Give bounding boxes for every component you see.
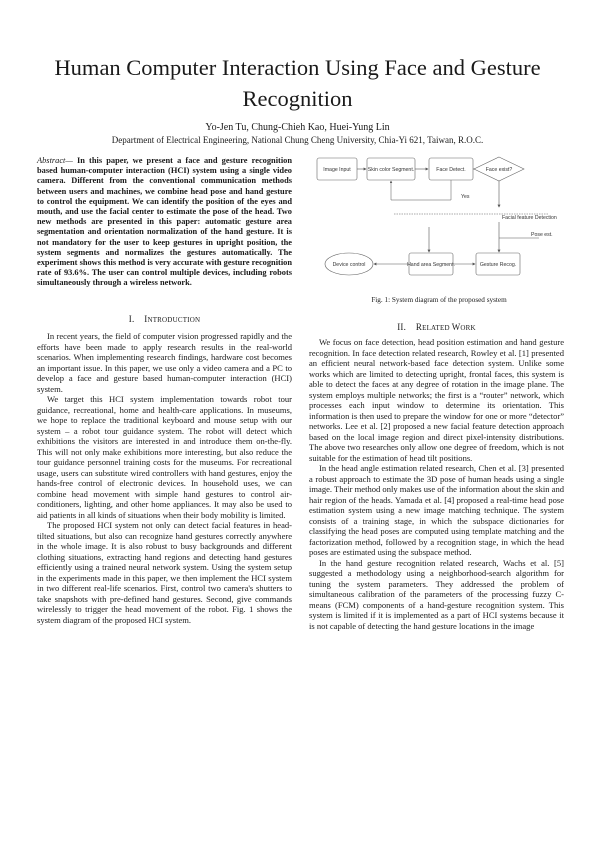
section-2-number: II.: [397, 322, 407, 332]
section-2-paragraph: We focus on face detection, head position estimation and hand gesture recognition. In face detection related research, Rowley et al. [1] presented an efficient neural network-based face detection system. Unlike some works which are limited to detecting upright, frontal faces, this system is able to detect the faces at any degree of rotation in the image plane. The system employs multiple networks; the first is a “router” network, which processes each input window to determine its orientation. This information is then used to prepare the window for one or more “detector” networks. Lee et al. [2] proposed a new facial feature detection approach based on the local image region and direct pixel-intensity distributions. The above two researches only allow one degree of freedom, which is not suitable for the estimation of head tilt positions.: [309, 337, 564, 463]
section-1-paragraph: In recent years, the field of computer vision progressed rapidly and the efforts have been made to apply research results in the real-world scenarios. When implementing research findings, hardware cost becomes an important issue. In this paper, we use only a video camera and a PC to develop a face and gesture based human-computer interaction (HCI) system.: [37, 331, 292, 394]
abstract-lead: Abstract—: [37, 156, 73, 165]
diagram-hand-label: Hand area Segment.: [407, 262, 455, 268]
section-2-heading: [309, 322, 564, 332]
diagram-skin-label: Skin color Segment.: [367, 167, 415, 173]
system-diagram: [309, 152, 569, 292]
diagram-face-label: Face Detect.: [436, 167, 466, 173]
section-2-paragraph: In the head angle estimation related research, Chen et al. [3] presented a robust approach to estimate the 3D pose of human heads using a single image. Their method only makes use of the information about the skin and hair region of the heads. Yamada et al. [4] proposed a real-time head pose estimation system using a new image matching technique. The system consists of a training stage, in which the subspace dictionaries for classifying the head poses are computed using template matching and the factorization method, followed by a recognition stage, in which the head poses are estimated using the subspace method.: [309, 463, 565, 557]
diagram-gesture-label: Gesture Recog.: [479, 262, 517, 268]
diagram-facial-label: Facial feature Detection: [502, 215, 557, 221]
section-1-heading: [37, 314, 292, 324]
diagram-pose-label: Pose est.: [531, 232, 553, 238]
section-2-title-rest2: ORK: [460, 324, 476, 332]
section-1-paragraph: The proposed HCI system not only can detect facial features in head-tilted situations, but also can recognize hand gestures correctly anywhere in the whole image. It is also robust to busy backgrounds and different clothing situations, extracting hand regions and detecting hand gestures efficiently using a trained neural network system. Using the system setup in the experiments made in this paper, we then implement the HCI system in two different real-life scenarios. First, control two camera's shutters to take snapshots with pre-defined hand gestures. Second, give commands wirelessly to trigger the head movement of the robot. Fig. 1 shows the system diagram of the proposed HCI system.: [37, 520, 292, 625]
figure-1-caption: Fig. 1: System diagram of the proposed system: [371, 296, 507, 304]
section-1-number: I.: [128, 314, 135, 324]
diagram-decision-label: Face exist?: [485, 167, 513, 173]
diagram-yes-label: Yes: [461, 194, 470, 200]
diagram-input-label: Image Input: [323, 167, 351, 173]
section-2-body: [309, 337, 564, 631]
paper-title: Human Computer Interaction Using Face and Gesture Recognition: [54, 55, 541, 111]
section-1-paragraph: We target this HCI system implementation towards robot tour guidance, recreational, home and health-care applications. In museums, we hope to replace the traditional keyboard and mouse setup with our system – a robot tour guidance system. The robot will detect which exhibitions the visitors are interested in and introduce them on-the-fly. This will not only make exhibitions more interesting, but also reduce the tour guidance personnel training costs for the museums. For recreational usage, users can substitute wired controllers with hand gestures, enjoy the hands-free control of electronic devices. In household uses, we can combine head movement with simple hand gestures to control air-conditioners, lighting, and other home appliances. It may also be used to aid patients in all kinds of situations when their body mobility is limited.: [37, 394, 292, 520]
section-1-title-rest: NTRODUCTION: [147, 316, 201, 324]
abstract-text: In this paper, we present a face and gesture recognition based human-computer interaction (HCI) system using a single video camera. Different from the conventional communication methods between users and machines, we combine head pose and hand gesture to control the equipment. We can identify the position of the eyes and mouth, and use the facial center to estimate the pose of the head. Two new methods are presented in this paper: automatic gesture area segmentation and orientation normalization of the hand gesture. It is not mandatory for the user to keep gestures in upright position, the system segments and normalizes the gestures automatically. The experiment shows this method is very accurate with gesture recognition rate of 93.6%. The user can control multiple devices, including robots simultaneously through a wireless network.: [37, 156, 292, 288]
figure-1-system-diagram: [309, 152, 569, 292]
section-2-title-r: R: [415, 322, 423, 332]
abstract: [37, 156, 292, 289]
section-1-body: [37, 331, 292, 625]
section-2-title-rest: ELATED: [422, 324, 452, 332]
section-1-title-first: I: [144, 314, 148, 324]
paper-authors: Yo-Jen Tu, Chung-Chieh Kao, Huei-Yung Lin: [205, 122, 390, 133]
diagram-device-label: Device control: [332, 262, 366, 268]
section-2-paragraph: In the hand gesture recognition related research, Wachs et al. [5] suggested a methodology using a neighborhood-search algorithm for tuning the system parameters. They addressed the problem of simultaneous calibration of the parameters of the processing fuzzy C-means (FCM) components of a hand-gesture recognition system. This system is limited if it is implemented as a part of HCI systems because it is not capable of detecting the hand gesture locations in the image: [309, 557, 564, 631]
paper-affiliation: Department of Electrical Engineering, National Chung Cheng University, Chia-Yi 621, Taiwan, R.O.C.: [111, 135, 484, 145]
section-2-title-w: W: [451, 322, 461, 332]
